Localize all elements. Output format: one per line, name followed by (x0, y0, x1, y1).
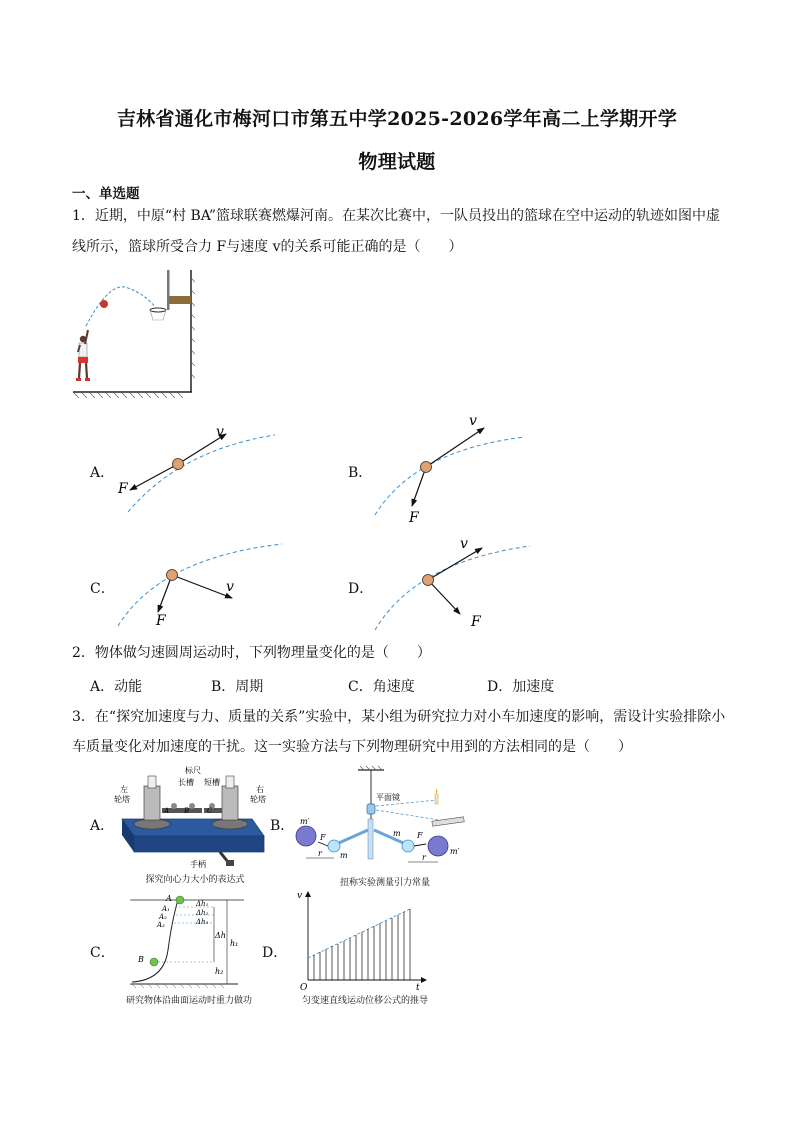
figB-m-right: m (393, 829, 401, 838)
q2-choice-b[interactable]: B．周期 (211, 679, 264, 695)
figC-A1: A₁ (162, 905, 170, 913)
q1d-F: F (471, 614, 481, 630)
q1-option-c-diagram[interactable] (110, 538, 290, 628)
figB-mirror: 平面镜 (376, 793, 400, 802)
figA-B: B (184, 807, 190, 815)
figD-v: v (297, 891, 303, 901)
figB-r-right: r (422, 853, 426, 862)
figA-A: A (164, 807, 170, 815)
figB-F-left: F (320, 833, 326, 842)
figB-m-left: m (340, 851, 348, 860)
q1b-v: v (469, 413, 477, 429)
gravity-work-figure[interactable] (122, 890, 250, 990)
q1c-v: v (226, 579, 234, 595)
q3-option-d-label[interactable]: D． (262, 945, 288, 961)
figA-C: C (207, 807, 213, 815)
figB-F-right: F (417, 831, 423, 840)
centripetal-apparatus-figure[interactable] (112, 764, 270, 872)
q1a-F: F (118, 481, 128, 497)
q1c-F: F (156, 613, 166, 628)
q2-choice-a[interactable]: A．动能 (90, 679, 143, 695)
section-heading: 一、单选题 (72, 186, 140, 202)
q3-option-b-label[interactable]: B． (270, 818, 295, 834)
q1-option-d-diagram[interactable] (370, 532, 540, 632)
figA-short-slot: 短槽 (204, 778, 220, 787)
figB-r-left: r (318, 849, 322, 858)
q1-line2: 线所示，篮球所受合力 F与速度 v的关系可能正确的是（ ） (72, 239, 463, 255)
q1-option-d-label[interactable]: D． (348, 581, 374, 597)
q1b-F: F (409, 510, 419, 525)
figA-left2: 轮塔 (114, 795, 130, 804)
figC-dh: Δh (215, 931, 226, 940)
figB-caption: 扭称实验测量引力常量 (339, 878, 430, 888)
figA-left1: 左 (120, 785, 128, 794)
figA-right1: 右 (256, 785, 264, 794)
q2-choice-d[interactable]: D．加速度 (487, 679, 555, 695)
q1-option-b-diagram[interactable] (370, 410, 540, 525)
figA-ruler: 标尺 (185, 766, 201, 775)
figC-A3: A₃ (157, 921, 165, 929)
figD-caption: 匀变速直线运动位移公式的推导 (301, 996, 428, 1006)
torsion-balance-figure[interactable] (292, 764, 472, 872)
q2-choice-c[interactable]: C．角速度 (348, 679, 415, 695)
figC-dh2: Δh₂ (196, 909, 209, 917)
basketball-figure (70, 268, 195, 400)
figC-dh3: Δh₃ (196, 918, 209, 926)
figC-dh1: Δh₁ (196, 900, 209, 908)
q1-option-c-label[interactable]: C． (90, 581, 115, 597)
figB-mprime-left: m′ (300, 817, 310, 826)
figD-t: t (416, 983, 420, 992)
page-subtitle: 物理试题 (358, 151, 436, 173)
q1-option-a-label[interactable]: A． (90, 465, 115, 481)
figD-O: O (300, 983, 308, 992)
q1a-v: v (216, 424, 224, 440)
figC-A2: A₂ (159, 913, 167, 921)
q1-line1: 1．近期，中原“村 BA”篮球联赛燃爆河南。在某次比赛中，一队员投出的篮球在空中运动的轨迹如图中虚 (72, 208, 721, 224)
q1d-v: v (460, 536, 468, 552)
figA-long-slot: 长槽 (178, 778, 194, 787)
figC-h2: h₂ (215, 967, 224, 976)
q3-line2: 车质量变化对加速度的干扰。这一实验方法与下列物理研究中用到的方法相同的是（ ） (72, 739, 632, 755)
figA-caption: 探究向心力大小的表达式 (145, 875, 245, 885)
figC-caption: 研究物体沿曲面运动时重力做功 (125, 996, 252, 1006)
figA-right2: 轮塔 (250, 795, 266, 804)
figA-handle: 手柄 (190, 860, 206, 869)
q1-option-a-diagram[interactable] (110, 420, 280, 520)
q3-line1: 3．在“探究加速度与力、质量的关系”实验中，某小组为研究拉力对小车加速度的影响，需设计实验排除小 (72, 709, 726, 725)
q2-stem: 2．物体做匀速圆周运动时，下列物理量变化的是（ ） (72, 645, 431, 661)
figC-h1: h₁ (230, 939, 239, 948)
basketball-ball (100, 300, 108, 308)
page-title: 吉林省通化市梅河口市第五中学2025-2026学年高二上学期开学 (116, 108, 678, 130)
q3-option-a-label[interactable]: A． (90, 818, 115, 834)
vt-graph-figure[interactable] (294, 886, 434, 992)
figC-A: A (166, 894, 172, 903)
figB-mprime-right: m′ (450, 847, 460, 856)
player-icon (76, 330, 90, 381)
q1-option-b-label[interactable]: B． (348, 465, 373, 481)
q3-option-c-label[interactable]: C． (90, 945, 115, 961)
figC-B: B (138, 955, 144, 964)
